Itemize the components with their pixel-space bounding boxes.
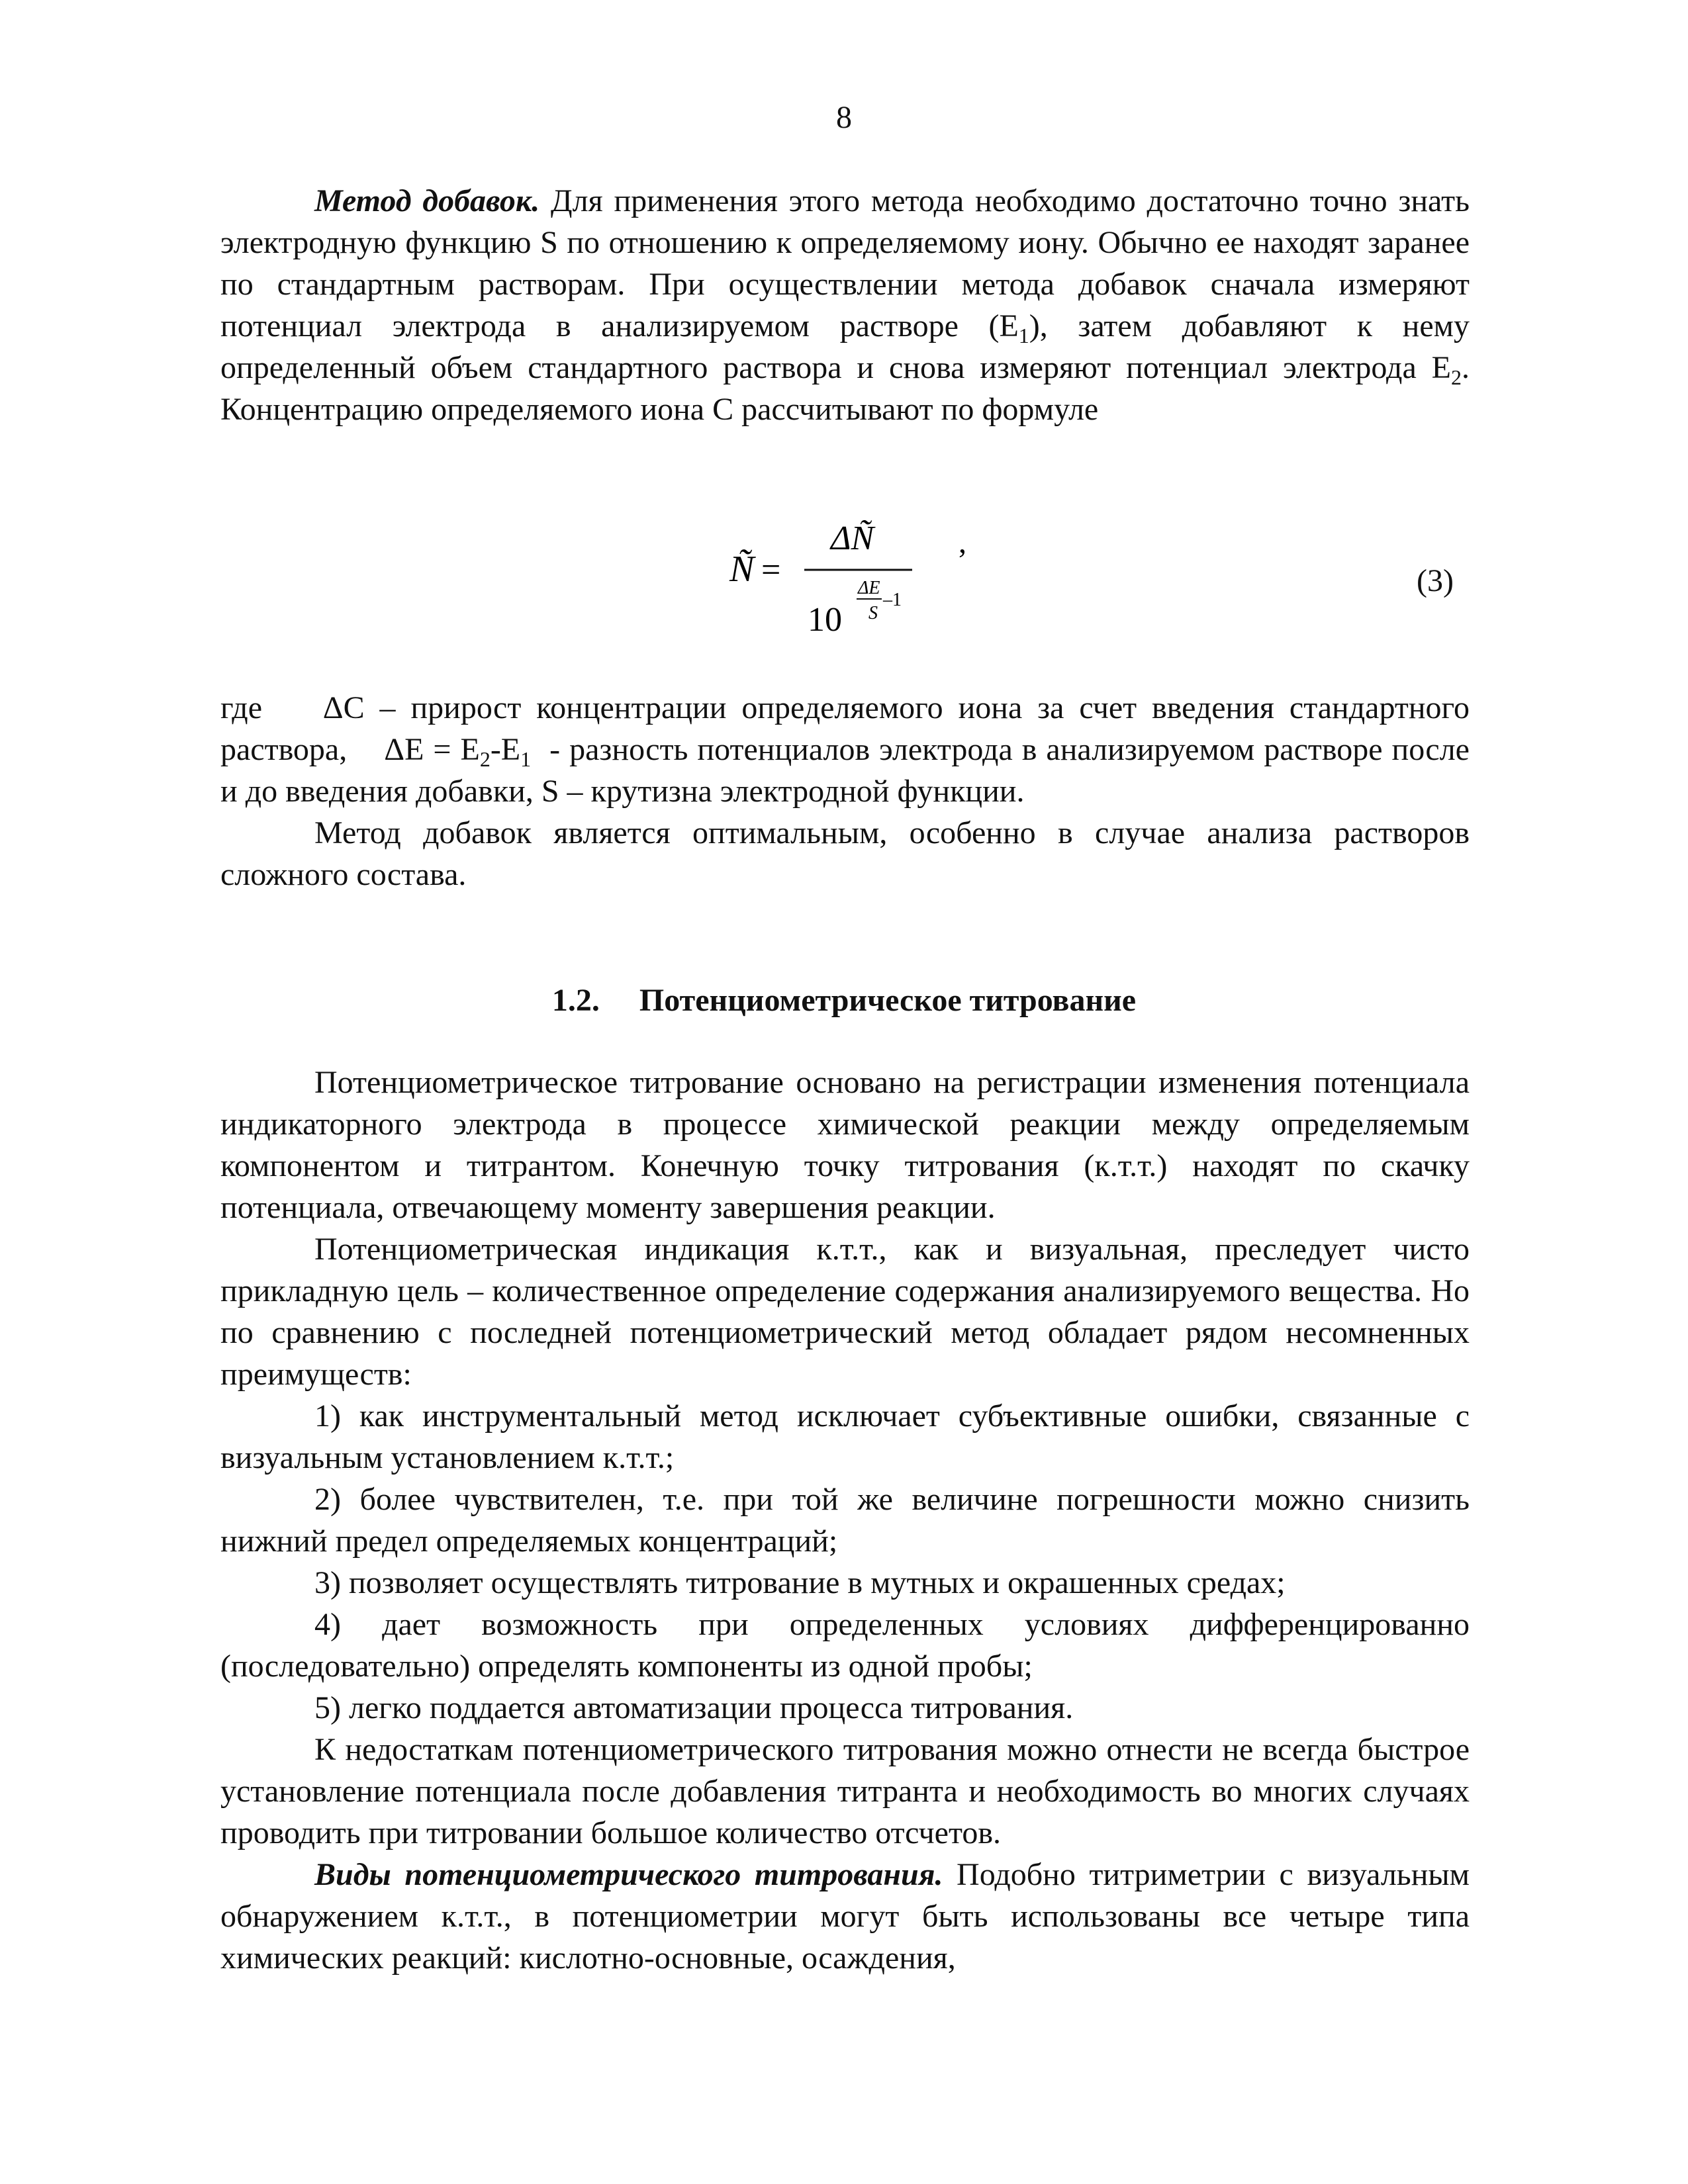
list-item-5: 5) легко поддается автоматизации процесса титрования. xyxy=(314,1690,1074,1725)
lead-in-method: Метод добавок. xyxy=(314,183,540,218)
types-text: Подобно титриметрии с визуальным обнаружением к.т.т., в потенциометрии могут быть использованы все четыре типа химических реакций: кислотно-основные, осаждения, xyxy=(220,1857,1470,1976)
list-item-4: 4) дает возможность при определенных условиях дифференцированно (последовательно) определять компоненты из одной пробы; xyxy=(220,1607,1470,1684)
p1-text-c: . Концентрацию определяемого иона C рассчитывают по формуле xyxy=(220,350,1470,427)
list-item-1: 1) как инструментальный метод исключает субъективные ошибки, связанные с визуальным установлением к.т.т.; xyxy=(220,1398,1470,1475)
paragraph-drawbacks: К недостаткам потенциометрического титрования можно отнести не всегда быстрое установление потенциала после добавления титранта и необходимость во многих случаях проводить при титровании большое количество отсчетов. xyxy=(220,1732,1470,1850)
page-number: 8 xyxy=(836,100,852,135)
exponent-denominator: S xyxy=(868,603,878,623)
where-text-mid: -E xyxy=(490,732,521,767)
paragraph-method-of-additions xyxy=(220,180,1470,430)
subscript-1: 1 xyxy=(1018,324,1029,347)
where-text-b: - разность потенциалов электрода в анализируемом растворе после и до введения добавки, S – крутизна электродной функции. xyxy=(220,732,1477,809)
formula-explanation xyxy=(220,687,1477,895)
where-subscript-1: 1 xyxy=(520,747,532,771)
where-subscript-2: 2 xyxy=(479,747,491,771)
paragraph-indication: Потенциометрическая индикация к.т.т., как и визуальная, преследует чисто прикладную цель – количественное определение содержания анализируемого вещества. Но по сравнению с последней потенциометрический метод обладает рядом несомненных преимуществ: xyxy=(220,1232,1470,1392)
where-text-a: где ΔC – прирост концентрации определяемого иона за счет введения стандартного раствора, ΔE = E xyxy=(220,690,1477,767)
paragraph-types xyxy=(220,1854,1470,1979)
section-number: 1.2. xyxy=(551,983,600,1018)
section-title: Потенциометрическое титрование xyxy=(639,983,1137,1018)
p1-text-b: ), затем добавляют к нему определенный объем стандартного раствора и снова измеряют потенциал электрода E xyxy=(220,308,1470,385)
exponent-numerator: ΔE xyxy=(858,578,880,598)
p1-line1: Для применения этого метода необходимо достаточно xyxy=(539,183,1299,218)
exponent-minus-one: –1 xyxy=(883,590,902,610)
formula-comma: , xyxy=(959,525,966,560)
lead-in-types: Виды потенциометрического титрования. xyxy=(314,1857,943,1892)
list-item-2: 2) более чувствителен, т.е. при той же величине погрешности можно снизить нижний предел определяемых концентраций; xyxy=(220,1482,1470,1559)
formula-lhs: Ñ xyxy=(729,549,755,590)
paragraph-optimal: Метод добавок является оптимальным, особенно в случае анализа растворов сложного состава. xyxy=(220,815,1470,892)
list-item-3: 3) позволяет осуществлять титрование в мутных и окрашенных средах; xyxy=(314,1565,1286,1600)
formula-base-ten: 10 xyxy=(808,601,842,639)
formula-3 xyxy=(715,513,993,645)
p1-text-a: точно знать электродную функцию S по отношению к определяемому иону. Обычно ее находят заранее по стандартным растворам. При осуществлении метода добавок сначала измеряют потенциал электрода в анализируемом растворе (E xyxy=(220,183,1470,343)
equation-number: (3) xyxy=(1417,563,1454,598)
section-body xyxy=(220,1062,1470,1979)
section-heading xyxy=(0,981,1688,1021)
formula-equals: = xyxy=(761,551,781,589)
paragraph-titration-intro: Потенциометрическое титрование основано на регистрации изменения потенциала индикаторного электрода в процессе химической реакции между определяемым компонентом и титрантом. Конечную точку титрования (к.т.т.) находят по скачку потенциала, отвечающему моменту завершения реакции. xyxy=(220,1065,1470,1225)
formula-numerator: ΔÑ xyxy=(831,520,874,557)
subscript-2: 2 xyxy=(1451,365,1462,389)
